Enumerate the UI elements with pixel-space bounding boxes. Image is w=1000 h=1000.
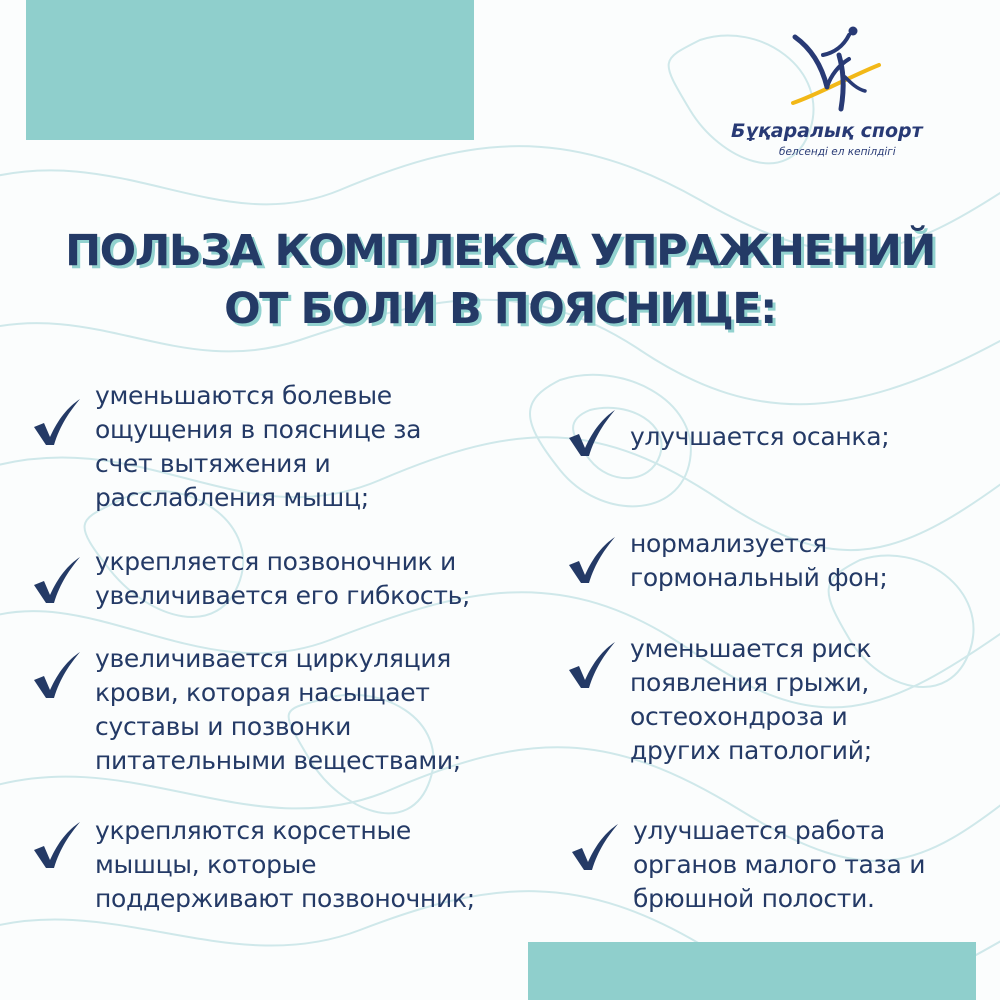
running-figures-icon xyxy=(787,25,882,115)
checkmark-icon xyxy=(565,535,617,587)
benefit-text: улучшается осанка; xyxy=(630,422,890,451)
benefit-text: суставы и позвонки xyxy=(95,712,352,741)
teal-footer-block xyxy=(528,942,976,1000)
benefit-text: счет вытяжения и xyxy=(95,449,331,478)
checkmark-icon xyxy=(30,650,82,702)
checkmark-icon xyxy=(568,822,620,874)
benefit-text: улучшается работа xyxy=(633,816,885,845)
benefit-text: нормализуется xyxy=(630,529,827,558)
logo-name: Бұқаралық спорт xyxy=(731,120,923,142)
checkmark-icon xyxy=(30,555,82,607)
teal-header-block xyxy=(26,0,474,140)
benefit-text: брюшной полости. xyxy=(633,884,875,913)
benefit-text: уменьшаются болевые xyxy=(95,381,392,410)
benefit-text: поддерживают позвоночник; xyxy=(95,884,475,913)
page-title xyxy=(0,222,1000,338)
benefit-text: увеличивается его гибкость; xyxy=(95,581,471,610)
benefit-text: питательными веществами; xyxy=(95,746,462,775)
logo-tagline: белсенді ел кепілдігі xyxy=(779,146,896,158)
benefit-text: остеохондроза и xyxy=(630,702,848,731)
benefit-text: крови, которая насыщает xyxy=(95,678,430,707)
checkmark-icon xyxy=(565,408,617,460)
title-line: ОТ БОЛИ В ПОЯСНИЦЕ: xyxy=(224,284,776,334)
benefit-text: появления грыжи, xyxy=(630,668,870,697)
benefit-text: органов малого таза и xyxy=(633,850,926,879)
benefit-text: укрепляется позвоночник и xyxy=(95,547,456,576)
checkmark-icon xyxy=(30,820,82,872)
checkmark-icon xyxy=(565,640,617,692)
benefit-text: уменьшается риск xyxy=(630,634,872,663)
benefit-text: увеличивается циркуляция xyxy=(95,644,452,673)
logo xyxy=(725,25,940,165)
benefit-text: других патологий; xyxy=(630,736,872,765)
benefit-text: ощущения в пояснице за xyxy=(95,415,422,444)
benefit-text: расслабления мышц; xyxy=(95,483,369,512)
checkmark-icon xyxy=(30,397,82,449)
benefit-text: мышцы, которые xyxy=(95,850,317,879)
title-line: ПОЛЬЗА КОМПЛЕКСА УПРАЖНЕНИЙ xyxy=(65,226,935,276)
benefit-text: укрепляются корсетные xyxy=(95,816,411,845)
benefit-text: гормональный фон; xyxy=(630,563,888,592)
